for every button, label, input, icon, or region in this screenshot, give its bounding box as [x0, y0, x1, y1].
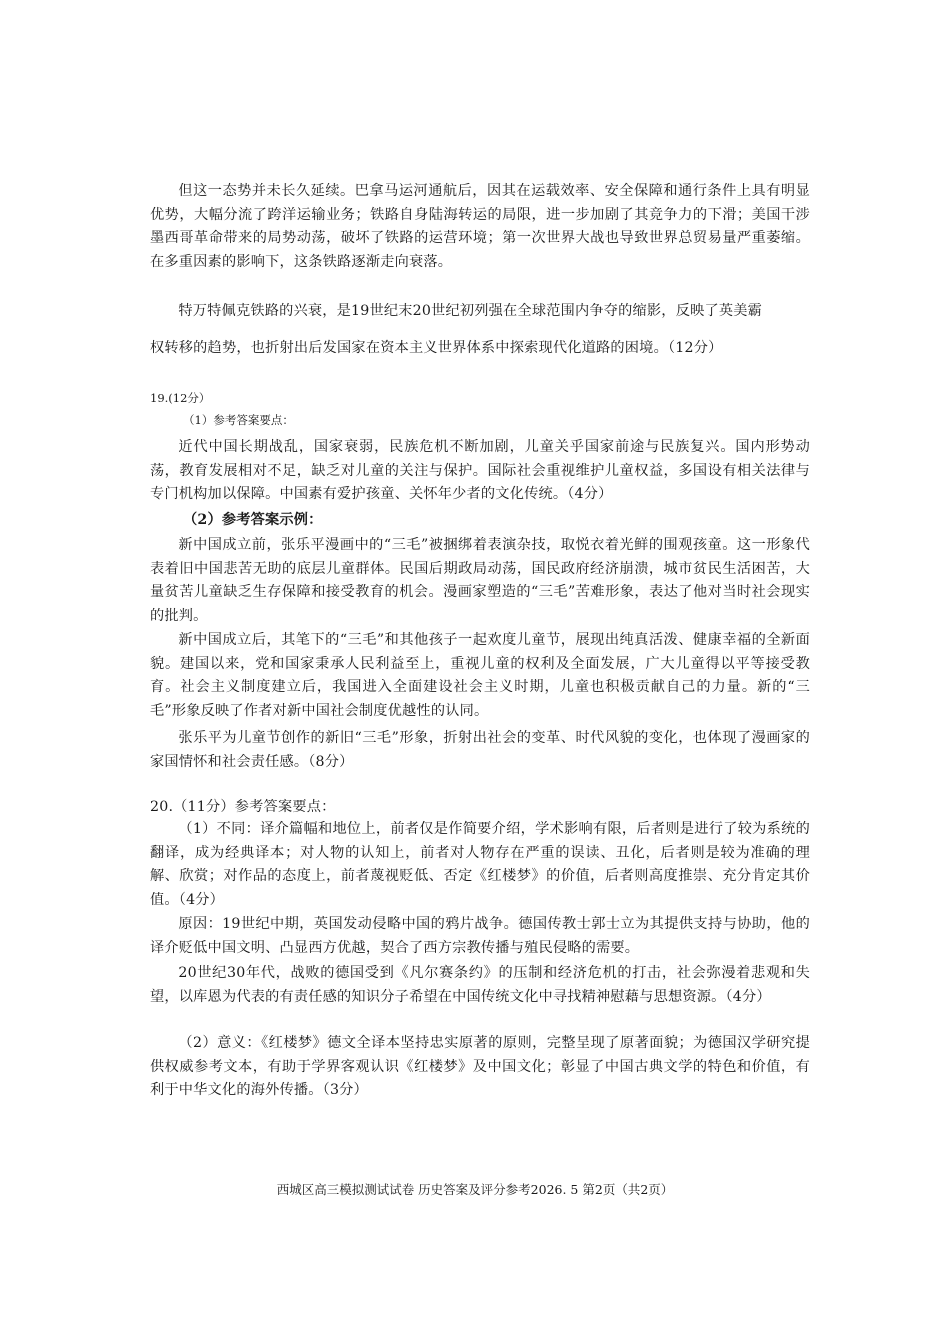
question-20-part2-significance: （2）意义：《红楼梦》德文全译本坚持忠实原著的原则，完整呈现了原著面貌；为德国汉学研究提供权威参考文本，有助于学界客观认识《红楼梦》及中国文化；彰显了中国古典文学的特色和价值，有利于中华文化的海外传播。（3分） [150, 1035, 810, 1099]
question-19-part2-label: （2）参考答案示例： [183, 512, 323, 528]
page-footer: 西城区高三模拟测试试卷 历史答案及评分参考2026. 5 第2页（共2页） [276, 1182, 674, 1197]
question-19-part2-paragraph2: 新中国成立后，其笔下的“三毛”和其他孩子一起欢度儿童节，展现出纯真活泼、健康幸福的全新面貌。建国以来，党和国家秉承人民利益至上，重视儿童的权利及全面发展，广大儿童得以平等接受教育。社会主义制度建立后，我国进入全面建设社会主义时期，儿童也积极贡献自己的力量。新的“三毛”形象反映了作者对新中国社会制度优越性的认同。 [150, 632, 810, 719]
question-19-part2-paragraph1: 新中国成立前，张乐平漫画中的“三毛”被捆绑着表演杂技，取悦衣着光鲜的围观孩童。这一形象代表着旧中国悲苦无助的底层儿童群体。民国后期政局动荡，国民政府经济崩溃，城市贫民生活困苦，大量贫苦儿童缺乏生存保障和接受教育的机会。漫画家塑造的“三毛”苦难形象，表达了他对当时社会现实的批判。 [150, 537, 810, 624]
question-19-part2-paragraph3: 张乐平为儿童节创作的新旧“三毛”形象，折射出社会的变革、时代风貌的变化，也体现了漫画家的家国情怀和社会责任感。（8分） [150, 730, 810, 770]
question-20-heading: 20.（11分）参考答案要点： [150, 799, 336, 815]
question-19-part1-label: （1）参考答案要点： [183, 413, 294, 427]
question-20-part1-reason1: 原因：19世纪中期，英国发动侵略中国的鸦片战争。德国传教士郭士立为其提供支持与协助，他的译介贬低中国文明、凸显西方优越，契合了西方宗教传播与殖民侵略的需要。 [150, 916, 810, 956]
question-20-part1-differences: （1）不同：译介篇幅和地位上，前者仅是作简要介绍，学术影响有限，后者则是进行了较为系统的翻译，成为经典译本；对人物的认知上，前者对人物存在严重的误读、丑化，后者则是较为准确的理解、欣赏；对作品的态度上，前者蔑视贬低、否定《红楼梦》的价值，后者则高度推崇、充分肯定其价值。（4分） [150, 821, 810, 908]
paragraph-railway-decline: 但这一态势并未长久延续。巴拿马运河通航后，因其在运载效率、安全保障和通行条件上具有明显优势，大幅分流了跨洋运输业务；铁路自身陆海转运的局限，进一步加剧了其竞争力的下滑；美国干涉墨西哥革命带来的局势动荡，破坏了铁路的运营环境；第一次世界大战也导致世界总贸易量严重萎缩。在多重因素的影响下，这条铁路逐渐走向衰落。 [150, 183, 810, 270]
question-19-heading: 19.(12分） [150, 391, 211, 405]
answer-page [150, 0, 810, 1344]
question-19-part1-text: 近代中国长期战乱，国家衰弱，民族危机不断加剧，儿童关乎国家前途与民族复兴。国内形势动荡，教育发展相对不足，缺乏对儿童的关注与保护。国际社会重视维护儿童权益，多国设有相关法律与专门机构加以保障。中国素有爱护孩童、关怀年少者的文化传统。（4分） [150, 439, 810, 503]
question-20-part1-reason2: 20世纪30年代，战败的德国受到《凡尔赛条约》的压制和经济危机的打击，社会弥漫着悲观和失望，以库恩为代表的有责任感的知识分子希望在中国传统文化中寻找精神慰藉与思想资源。（4分） [150, 965, 810, 1005]
paragraph-railway-summary-line1: 特万特佩克铁路的兴衰，是19世纪末20世纪初列强在全球范围内争夺的缩影，反映了英美霸 [178, 303, 763, 319]
paragraph-railway-summary-line2: 权转移的趋势，也折射出后发国家在资本主义世界体系中探索现代化道路的困境。（12分） [150, 340, 723, 356]
